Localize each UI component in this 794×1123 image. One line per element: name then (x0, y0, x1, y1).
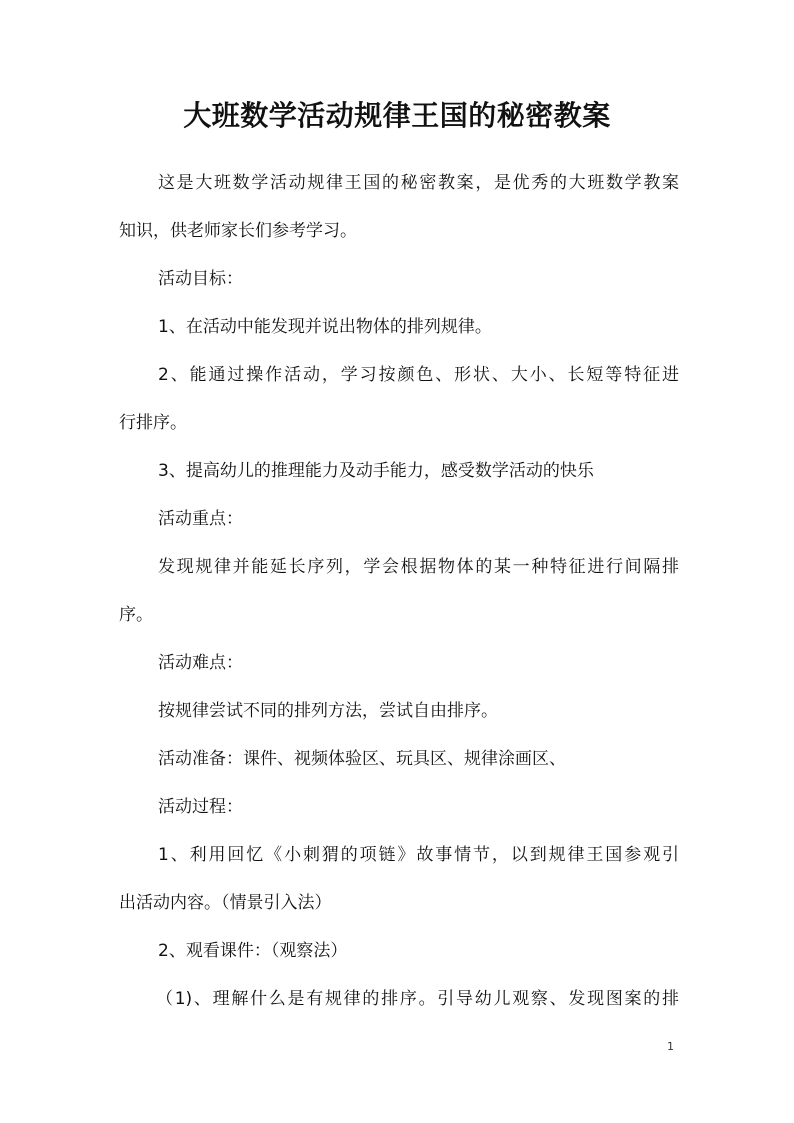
key-point-line-1: 发现规律并能延长序列，学会根据物体的某一种特征进行间隔排 (158, 557, 679, 577)
intro-line-1: 这是大班数学活动规律王国的秘密教案，是优秀的大班数学教案 (158, 173, 679, 193)
intro-line-2: 知识，供老师家长们参考学习。 (119, 221, 357, 241)
process-step-1-line-2: 出活动内容。（情景引入法） (119, 893, 332, 913)
page-number: 1 (667, 1040, 674, 1053)
goal-item-2-line-1: 2、能通过操作活动，学习按颜色、形状、大小、长短等特征进 (158, 365, 679, 385)
process-step-2: 2、观看课件：（观察法） (158, 941, 348, 961)
process-step-2-sub-1: （1)、理解什么是有规律的排序。引导幼儿观察、发现图案的排 (156, 989, 679, 1009)
difficulty-text: 按规律尝试不同的排列方法，尝试自由排序。 (158, 701, 498, 721)
process-step-1-line-1: 1、利用回忆《小刺猬的项链》故事情节，以到规律王国参观引 (158, 845, 679, 865)
goal-item-3: 3、提高幼儿的推理能力及动手能力，感受数学活动的快乐 (158, 461, 594, 481)
goal-item-1: 1、在活动中能发现并说出物体的排列规律。 (158, 317, 492, 337)
process-heading: 活动过程： (158, 797, 243, 817)
document-title: 大班数学活动规律王国的秘密教案 (183, 99, 611, 132)
key-point-heading: 活动重点： (158, 509, 243, 529)
goals-heading: 活动目标： (158, 269, 243, 289)
goal-item-2-line-2: 行排序。 (119, 413, 187, 433)
key-point-line-2: 序。 (119, 605, 153, 625)
difficulty-heading: 活动难点： (158, 653, 243, 673)
preparation-text: 活动准备：课件、视频体验区、玩具区、规律涂画区、 (158, 749, 566, 769)
